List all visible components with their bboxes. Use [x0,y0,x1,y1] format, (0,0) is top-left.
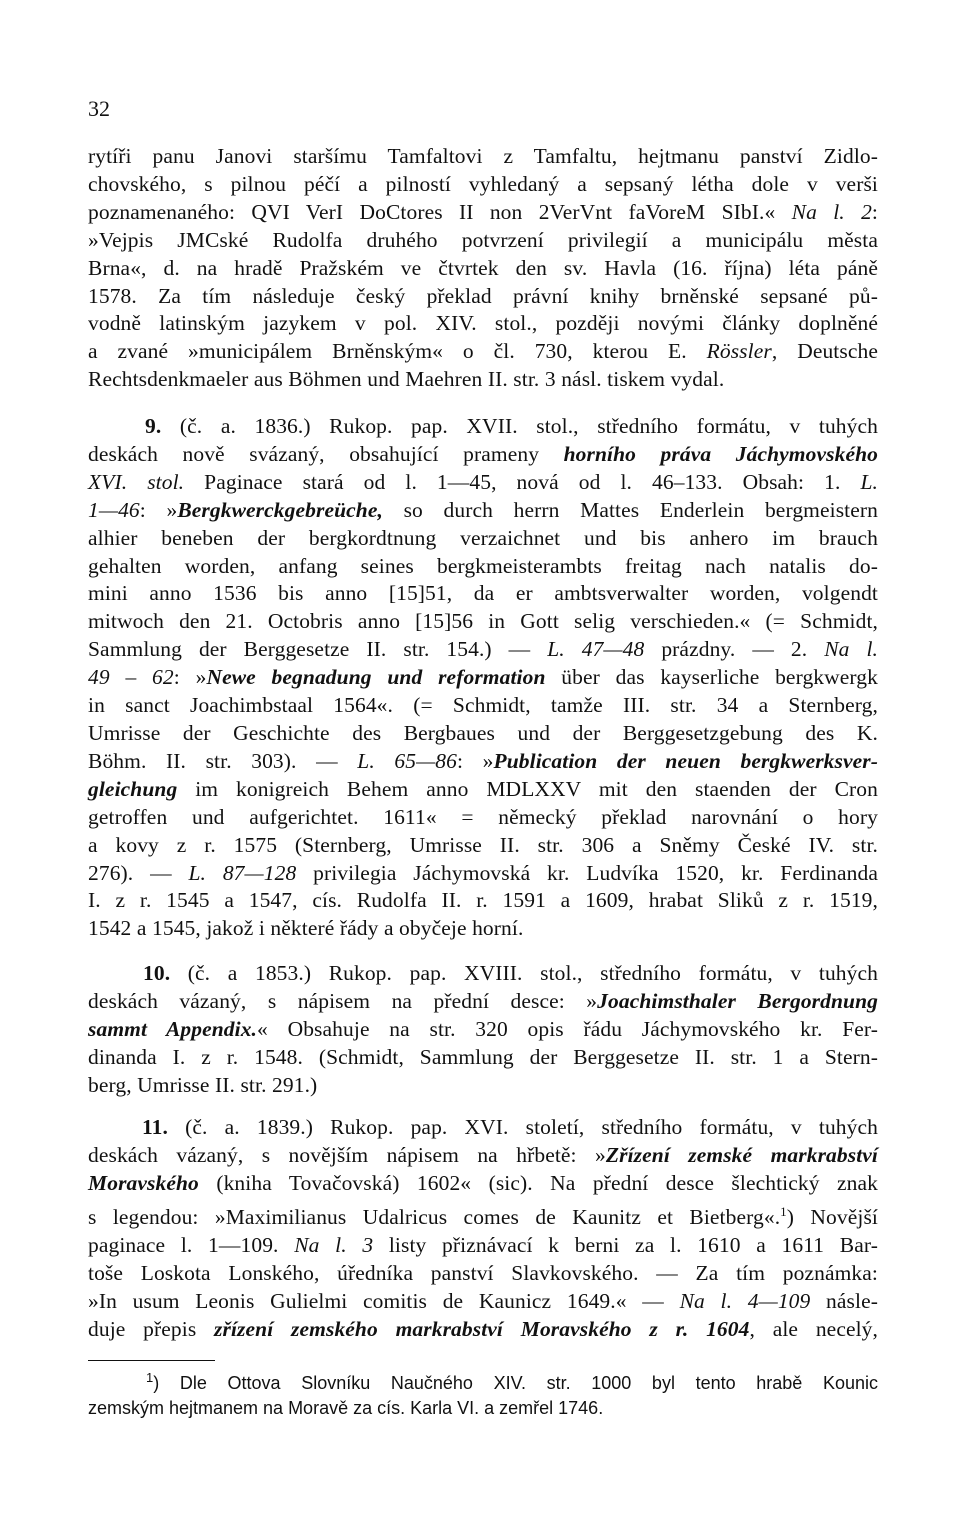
text-line: zemským hejtmanem na Moravě za cís. Karla VI. a zemřel 1746. [88,1397,604,1418]
text-line: XVI. stol. Paginace stará od l. 1—45, nová od l. 46–133. Obsah: 1. L. [88,469,878,494]
footnote-divider [88,1360,215,1361]
paragraph-3 [88,960,878,1100]
text-line: getroffen und aufgerichtet. 1611« = německý překlad narovnání o hory [88,804,878,829]
text-line: 1—46: »Bergkwerckgebreüche, so durch herrn Mattes Enderlein bergmeistern [88,497,878,522]
text-line: deskách vázaný, s novějším nápisem na hřbetě: »Zřízení zemské markrabství [88,1142,878,1167]
text-line: $^1$) Dle Ottova Slovníku Naučného XIV. str. 1000 byl tento hrabě Kounic [146,1370,878,1393]
text-line: in sanct Joachimbstaal 1564«. (= Schmidt, tamže III. str. 34 a Sternberg, [88,693,878,718]
text-line: 9. (č. a. 1836.) Rukop. pap. XVII. stol., středního formátu, v tuhých [145,414,878,438]
footnote-marker: 1 [146,1370,154,1385]
text-line: alhier beneben der bergkordtnung verzaichnet und bis anhero im brauch [88,525,878,550]
text-line: Sammlung der Berggesetze II. str. 154.) — L. 47—48 prázdny. — 2. Na l. [88,637,878,662]
text-line: a kovy z r. 1575 (Sternberg, Umrisse II. str. 306 a Sněmy České IV. str. [88,832,878,857]
text-line: 11. (č. a. 1839.) Rukop. pap. XVI. století, středního formátu, v tuhých [142,1115,878,1139]
paragraph-1 [88,143,878,394]
text-line: rytíři panu Janovi staršímu Tamfaltovi z Tamfaltu, hejtmanu panství Zidlo- [88,144,878,168]
text-line: 1578. Za tím následuje český překlad právní knihy brněnské sepsané pů- [88,283,878,308]
text-line: Moravského (kniha Tovačovská) 1602« (sic). Na přední desce šlechtický znak [88,1170,878,1195]
text-line: gleichung im konigreich Behem anno MDLXXV mit den staenden der Cron [88,776,878,801]
text-line: a zvané »municipálem Brněnským« o čl. 730, kterou E. Rössler, Deutsche [88,339,878,364]
text-line: chovského, s pilnou péčí a pilností vyhledaný a sepsaný létha dole v verši [88,171,878,196]
paragraph-2 [88,413,878,943]
footnote-marker: 1 [780,1203,787,1219]
text-line: deskách vázaný, s nápisem na přední desce: »Joachimsthaler Bergordnung [88,988,879,1013]
text-line: mini anno 1536 bis anno [15]51, da er ambtsverwalter worden, volgendt [88,581,878,606]
text-line: Umrisse der Geschichte des Bergbaues und der Berggesetzgebung des K. [88,720,878,745]
text-line: Böhm. II. str. 303). — L. 65—86: »Publication der neuen bergkwerksver- [88,748,879,773]
text-line: dinanda I. z r. 1548. (Schmidt, Sammlung der Berggesetze II. str. 1 a Stern- [88,1044,878,1069]
text-line: paginace l. 1—109. Na l. 3 listy přiznávací k berni za l. 1610 a 1611 Bar- [88,1232,878,1257]
text-line: 49 – 62: »Newe begnadung und reformation über das kayserliche bergkwergk [88,665,878,690]
text-line: I. z r. 1545 a 1547, cís. Rudolfa II. r. 1591 a 1609, hrabat Sliků z r. 1519, [88,888,878,913]
text-line: vodně latinským jazykem v pol. XIV. stol., později novými články doplněné [88,311,878,336]
text-line: gehalten worden, anfang seines bergkmeisterambts freitag nach natalis do- [88,553,878,578]
page-number: 32 [88,96,110,121]
text-line: 10. (č. a 1853.) Rukop. pap. XVIII. stol., středního formátu, v tuhých [143,961,878,985]
text-line: Rechtsdenkmaeler aus Böhmen und Maehren II. str. 3 násl. tiskem vydal. [88,367,725,392]
text-line: »Vejpis JMCské Rudolfa druhého potvrzení privilegií a municipálu města [88,227,878,252]
footnote [88,1366,878,1420]
text-line: deskách nově svázaný, obsahující prameny horního práva Jáchymovského [88,441,878,466]
paragraph-4 [88,1114,878,1343]
text-line: 1542 a 1545, jakož i některé řády a obyčeje horní. [88,916,524,941]
text-line: toše Loskota Lonského, úředníka panství Slavkovského. — Za tím poznámka: [88,1260,878,1285]
text-line: 276). — L. 87—128 privilegia Jáchymovská kr. Ludvíka 1520, kr. Ferdinanda [88,860,878,885]
text-line: sammt Appendix.« Obsahuje na str. 320 opis řádu Jáchymovského kr. Fer- [88,1016,878,1041]
text-line: duje přepis zřízení zemského markrabství Moravského z r. 1604, ale necelý, [88,1316,878,1341]
text-line: berg, Umrisse II. str. 291.) [88,1072,318,1097]
text-line: s legendou: »Maximilianus Udalricus comes de Kaunitz et Bietberg«.$^1$) Novější [88,1203,878,1229]
text-line: mitwoch den 21. Octobris anno [15]56 in Gott selig verschieden.« (= Schmidt, [88,609,878,634]
text-line: Brna«, d. na hradě Pražském ve čtvrtek den sv. Havla (16. října) léta páně [88,255,878,280]
text-line: poznamenaného: QVI VerI DoCtores II non 2VerVnt faVoreM SIbI.« Na l. 2: [88,199,878,224]
text-line: »In usum Leonis Gulielmi comitis de Kaunicz 1649.« — Na l. 4—109 násle- [88,1288,878,1313]
